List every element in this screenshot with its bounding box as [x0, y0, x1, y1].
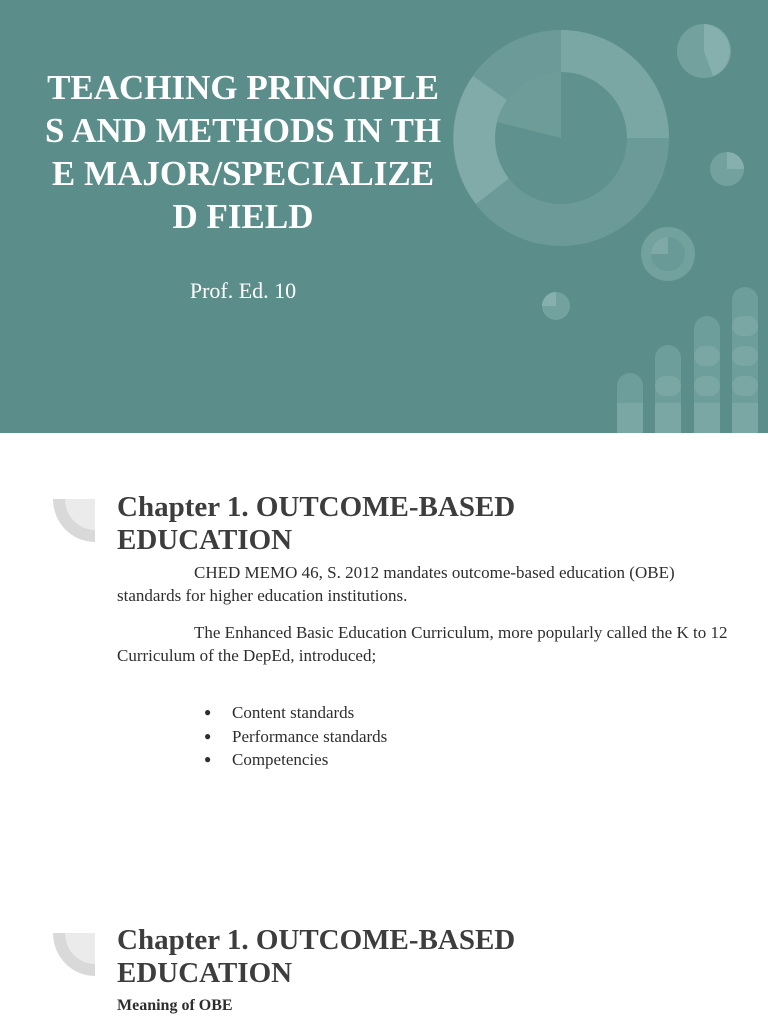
chapter-slide-meaning: [0, 865, 768, 1024]
slide-title: TEACHING PRINCIPLES AND METHODS IN THE MAJOR/SPECIALIZED FIELD: [44, 68, 442, 236]
title-slide: [0, 0, 768, 433]
section-subheading: Meaning of OBE: [117, 997, 233, 1014]
quarter-circle-icon: [53, 933, 95, 976]
slide-subtitle: Prof. Ed. 10: [189, 278, 297, 303]
standards-list: [204, 701, 387, 772]
paragraph-ched-memo: CHED MEMO 46, S. 2012 mandates outcome-based education (OBE) standards for higher education institutions.: [117, 563, 675, 605]
chapter-heading: Chapter 1. OUTCOME-BASED EDUCATION: [117, 491, 516, 556]
list-item: ● Competencies: [204, 748, 387, 772]
list-item: ● Content standards: [204, 701, 387, 725]
paragraph-k12: The Enhanced Basic Education Curriculum, more popularly called the K to 12 Curriculum of the DepEd, introduced;: [117, 623, 728, 665]
quarter-circle-icon: [53, 499, 95, 542]
chapter-heading: Chapter 1. OUTCOME-BASED EDUCATION: [117, 924, 516, 989]
list-item: ● Performance standards: [204, 725, 387, 749]
chapter-slide: [0, 433, 768, 865]
